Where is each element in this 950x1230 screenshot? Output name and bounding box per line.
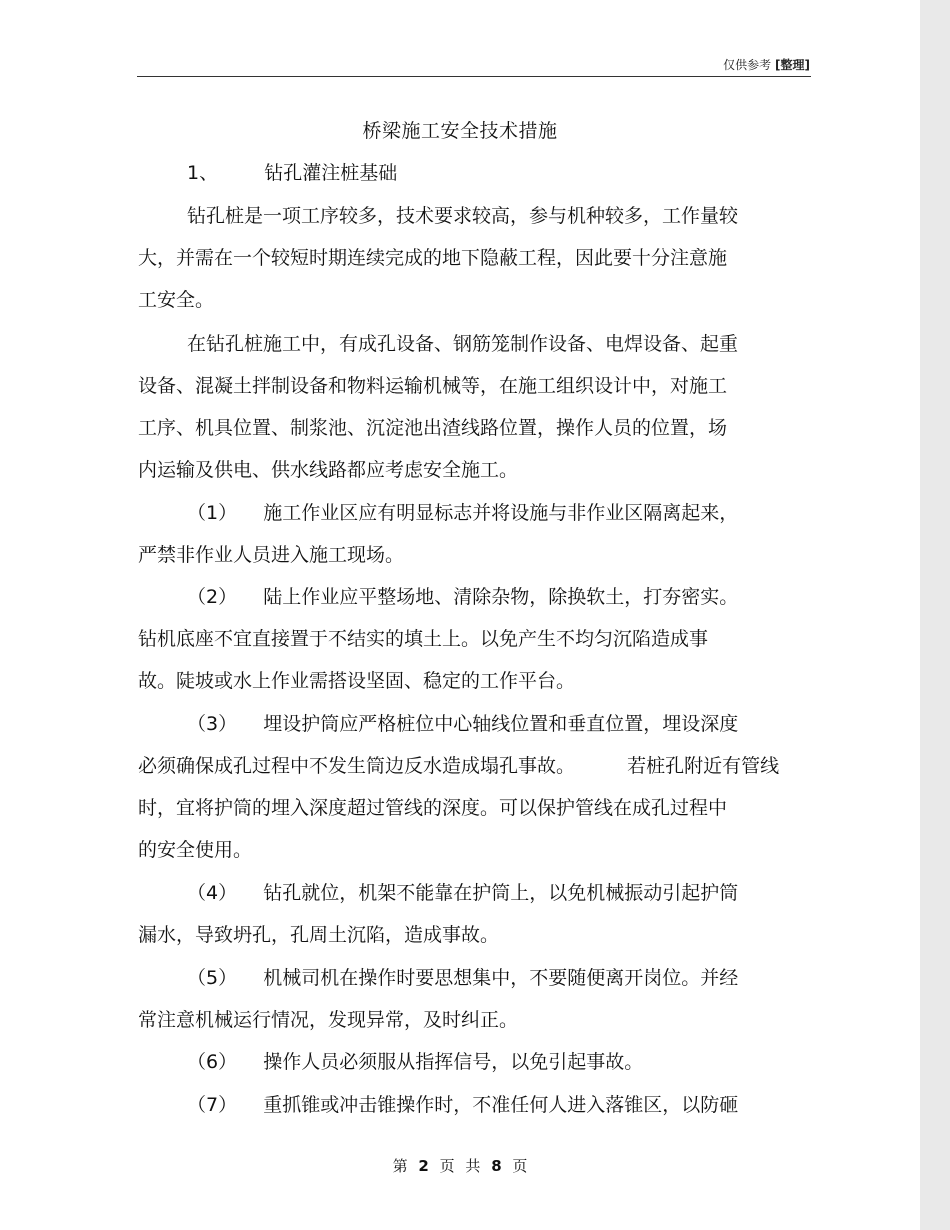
- item-text: 埋设护筒应严格桩位中心轴线位置和垂直位置，埋设深度: [263, 713, 739, 735]
- list-item-line: 故。陡坡或水上作业需搭设坚固、稳定的工作平台。: [138, 670, 576, 692]
- footer-suffix: 页: [512, 1157, 528, 1175]
- item-number: （2）: [187, 586, 238, 608]
- section-title: 钻孔灌注桩基础: [264, 162, 398, 184]
- paragraph-line: 设备、混凝土拌制设备和物料运输机械等，在施工组织设计中，对施工: [138, 375, 728, 397]
- paragraph-line: 内运输及供电、供水线路都应考虑安全施工。: [138, 459, 519, 481]
- header-tag: [整理]: [775, 58, 810, 72]
- footer-prefix: 第: [392, 1157, 408, 1175]
- list-item: [187, 1092, 738, 1118]
- list-item: [187, 1049, 643, 1075]
- footer-total-word: 共: [465, 1157, 481, 1175]
- item-text: 重抓锥或冲击锥操作时，不准任何人进入落锥区，以防砸: [263, 1094, 739, 1116]
- item-number: （1）: [187, 502, 238, 524]
- section-number: 1、: [187, 162, 219, 184]
- list-item: [187, 500, 738, 526]
- item-text: 机械司机在操作时要思想集中，不要随便离开岗位。并经: [263, 967, 739, 989]
- item-number: （5）: [187, 967, 238, 989]
- item-number: （7）: [187, 1094, 238, 1116]
- list-item: [187, 584, 738, 610]
- list-item: [187, 965, 738, 991]
- paragraph-line: 钻孔桩是一项工序较多，技术要求较高，参与机种较多，工作量较: [187, 205, 739, 227]
- item-text: 钻孔就位，机架不能靠在护筒上，以免机械振动引起护筒: [263, 882, 739, 904]
- total-page-count: 8: [491, 1157, 502, 1175]
- item-number: （4）: [187, 882, 238, 904]
- item-text-segment: 若桩孔附近有管线: [627, 755, 780, 777]
- section-heading: [187, 160, 397, 186]
- list-item-line: 严禁非作业人员进入施工现场。: [138, 544, 405, 566]
- list-item-line: 时，宜将护筒的埋入深度超过管线的深度。可以保护管线在成孔过程中: [138, 797, 728, 819]
- list-item-line: [138, 753, 779, 779]
- paragraph-line: 在钻孔桩施工中，有成孔设备、钢筋笼制作设备、电焊设备、起重: [187, 333, 739, 355]
- header-divider: [137, 76, 811, 77]
- page-header: [723, 56, 810, 73]
- paragraph-line: 工序、机具位置、制浆池、沉淀池出渣线路位置，操作人员的位置，场: [138, 417, 728, 439]
- header-note: 仅供参考: [723, 58, 772, 72]
- footer-page-word: 页: [439, 1157, 455, 1175]
- paragraph-line: 工安全。: [138, 289, 215, 311]
- item-text-segment: 必须确保成孔过程中不发生筒边反水造成塌孔事故。: [138, 755, 576, 777]
- item-number: （6）: [187, 1051, 238, 1073]
- list-item-line: 钻机底座不宜直接置于不结实的填土上。以免产生不均匀沉陷造成事: [138, 628, 709, 650]
- list-item: [187, 711, 738, 737]
- paragraph-line: 大，并需在一个较短时期连续完成的地下隐蔽工程，因此要十分注意施: [138, 247, 728, 269]
- item-number: （3）: [187, 713, 238, 735]
- item-text: 施工作业区应有明显标志并将设施与非作业区隔离起来，: [263, 502, 739, 524]
- item-text: 陆上作业应平整场地、清除杂物，除换软土，打夯密实。: [263, 586, 739, 608]
- current-page-number: 2: [418, 1157, 429, 1175]
- page-footer: [0, 1155, 920, 1176]
- list-item-line: 漏水，导致坍孔，孔周土沉陷，造成事故。: [138, 924, 500, 946]
- list-item-line: 常注意机械运行情况，发现异常，及时纠正。: [138, 1009, 519, 1031]
- document-title: 桥梁施工安全技术措施: [362, 120, 558, 142]
- list-item: [187, 880, 738, 906]
- list-item-line: 的安全使用。: [138, 839, 253, 861]
- item-text: 操作人员必须服从指挥信号，以免引起事故。: [263, 1051, 644, 1073]
